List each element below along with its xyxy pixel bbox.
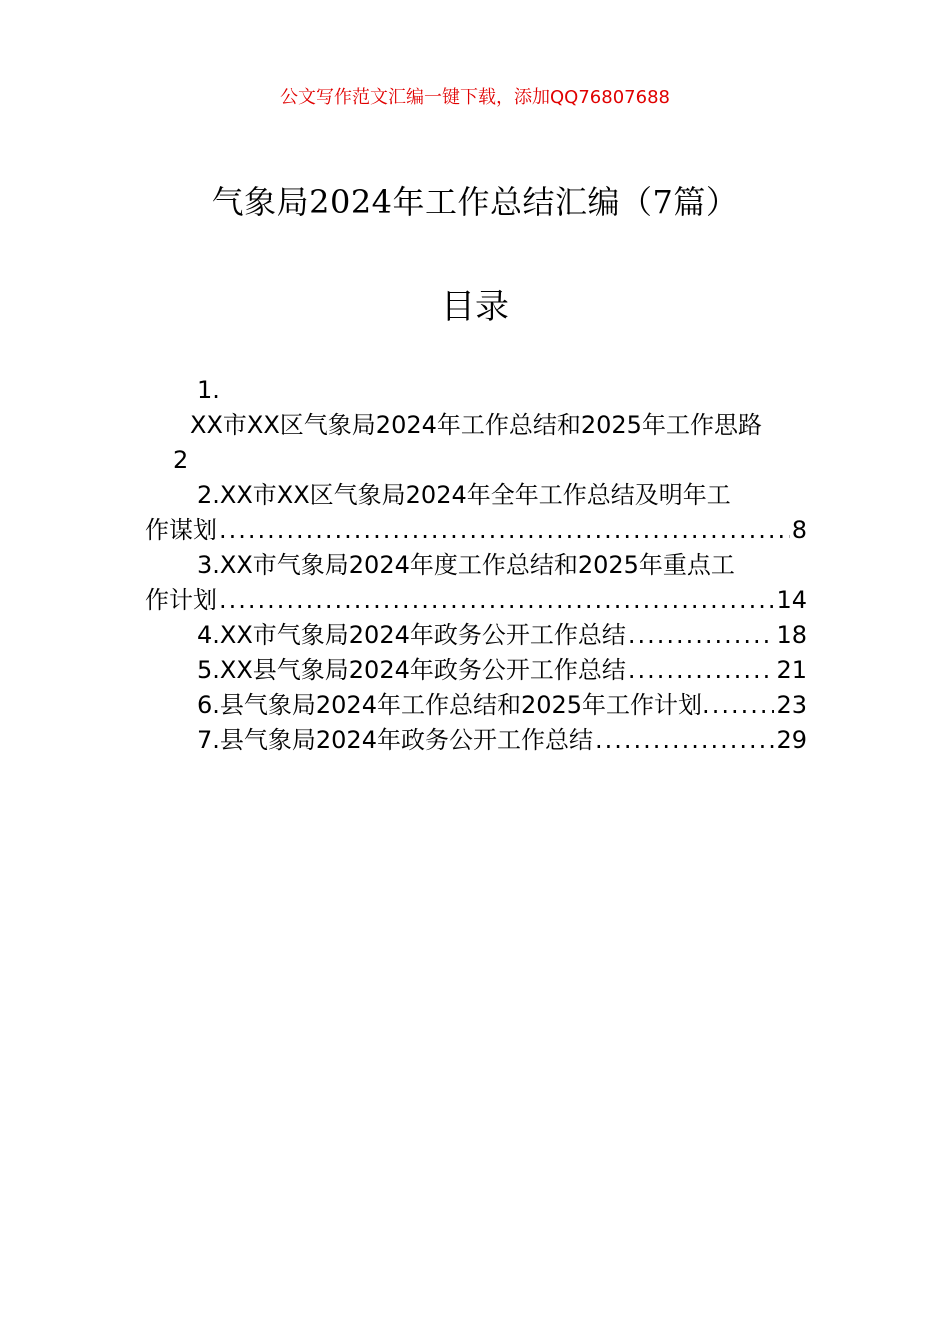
toc-item-3-text-cont[interactable]: 作计划 (145, 586, 217, 614)
toc-item-2-leader (219, 513, 790, 548)
toc-item-4 (145, 618, 807, 653)
toc-item-4-page[interactable]: 18 (776, 621, 807, 649)
toc-item-3-line-2 (145, 583, 807, 618)
toc-item-5 (145, 653, 807, 688)
toc-item-1-number-line (145, 373, 807, 408)
toc-item-7-text[interactable]: 7.县气象局2024年政务公开工作总结 (197, 726, 593, 754)
toc-item-4-leader (628, 618, 775, 653)
toc-item-6-page[interactable]: 23 (776, 691, 807, 719)
toc-heading: 目录 (441, 287, 509, 327)
toc-item-3-text[interactable]: 3.XX市气象局2024年度工作总结和2025年重点工 (197, 551, 735, 579)
toc-item-1-text[interactable]: XX市XX区气象局2024年工作总结和2025年工作思路 (190, 411, 762, 439)
toc-item-1-number[interactable]: 1. (197, 376, 220, 404)
toc-item-2-line-1 (145, 478, 807, 513)
toc-item-6 (145, 688, 807, 723)
toc-item-1-page-line (145, 443, 807, 478)
toc-item-5-leader (628, 653, 775, 688)
toc-item-3-page[interactable]: 14 (776, 586, 807, 614)
toc-item-1-title-line (145, 408, 807, 443)
toc-item-4-text[interactable]: 4.XX市气象局2024年政务公开工作总结 (197, 621, 626, 649)
toc-item-2-page[interactable]: 8 (791, 516, 807, 544)
document-title: 气象局2024年工作总结汇编（7篇） (211, 183, 739, 221)
toc-item-5-text[interactable]: 5.XX县气象局2024年政务公开工作总结 (197, 656, 626, 684)
toc-item-2-text[interactable]: 2.XX市XX区气象局2024年全年工作总结及明年工 (197, 481, 731, 509)
toc-item-2-line-2 (145, 513, 807, 548)
toc-item-5-page[interactable]: 21 (776, 656, 807, 684)
toc-item-1-page[interactable]: 2 (173, 446, 189, 474)
toc-item-2-text-cont[interactable]: 作谋划 (145, 516, 217, 544)
toc-item-6-text[interactable]: 6.县气象局2024年工作总结和2025年工作计划. (197, 691, 710, 719)
toc-item-3-leader (219, 583, 774, 618)
toc-item-7-leader (595, 723, 774, 758)
toc-item-7 (145, 723, 807, 758)
download-banner: 公文写作范文汇编一键下载，添加QQ76807688 (280, 87, 670, 108)
toc-item-6-leader (712, 688, 775, 723)
toc-item-7-page[interactable]: 29 (776, 726, 807, 754)
toc-item-3-line-1 (145, 548, 807, 583)
table-of-contents (145, 373, 807, 758)
